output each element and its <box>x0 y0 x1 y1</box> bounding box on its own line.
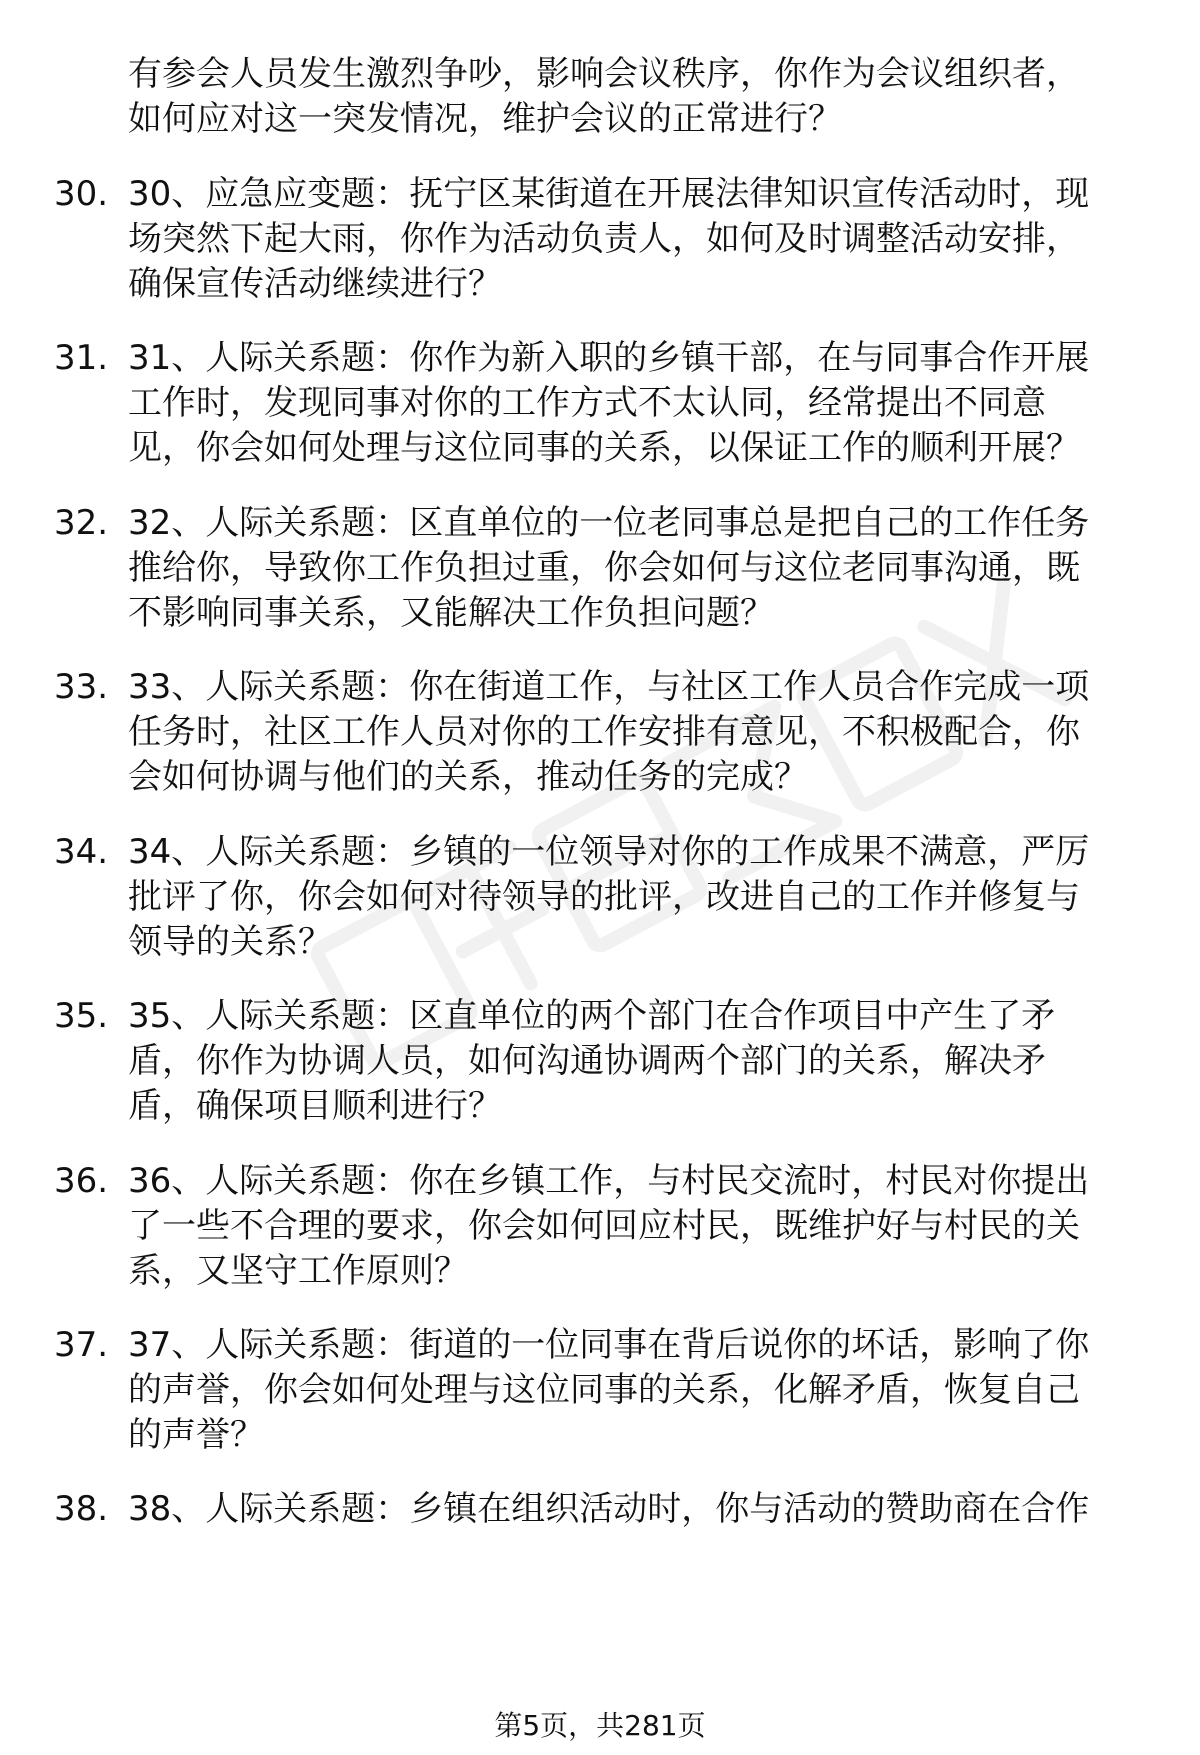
text-line: 38、人际关系题：乡镇在组织活动时，你与活动的赞助商在合作 <box>128 1489 1090 1529</box>
text-line: 批评了你，你会如何对待领导的批评，改进自己的工作并修复与 <box>128 877 1080 917</box>
text-line: 37、人际关系题：街道的一位同事在背后说你的坏话，影响了你 <box>128 1325 1090 1365</box>
item-number: 33. <box>54 667 109 707</box>
item-number: 36. <box>54 1161 109 1201</box>
item-number: 34. <box>54 832 109 872</box>
text-line: 36、人际关系题：你在乡镇工作，与村民交流时，村民对你提出 <box>128 1161 1090 1201</box>
item-number: 32. <box>54 503 109 543</box>
text-line: 的声誉，你会如何处理与这位同事的关系，化解矛盾，恢复自己 <box>128 1370 1080 1410</box>
item-number: 38. <box>54 1489 109 1529</box>
text-line: 工作时，发现同事对你的工作方式不太认同，经常提出不同意 <box>128 383 1046 423</box>
text-line: 见，你会如何处理与这位同事的关系，以保证工作的顺利开展？ <box>128 428 1080 468</box>
text-line: 领导的关系？ <box>128 922 332 962</box>
text-line: 32、人际关系题：区直单位的一位老同事总是把自己的工作任务 <box>128 503 1090 543</box>
text-line: 33、人际关系题：你在街道工作，与社区工作人员合作完成一项 <box>128 667 1090 707</box>
item-number: 35. <box>54 996 109 1036</box>
text-line: 35、人际关系题：区直单位的两个部门在合作项目中产生了矛 <box>128 996 1056 1036</box>
text-line: 任务时，社区工作人员对你的工作安排有意见，不积极配合，你 <box>128 712 1080 752</box>
text-line: 盾，你作为协调人员，如何沟通协调两个部门的关系，解决矛 <box>128 1041 1046 1081</box>
text-line: 有参会人员发生激烈争吵，影响会议秩序，你作为会议组织者， <box>128 54 1080 94</box>
text-line: 会如何协调与他们的关系，推动任务的完成？ <box>128 757 808 797</box>
text-line: 不影响同事关系，又能解决工作负担问题？ <box>128 593 774 633</box>
text-line: 31、人际关系题：你作为新入职的乡镇干部，在与同事合作开展 <box>128 338 1090 378</box>
item-number: 37. <box>54 1325 109 1365</box>
text-line: 确保宣传活动继续进行？ <box>128 264 502 304</box>
text-line: 系，又坚守工作原则？ <box>128 1251 468 1291</box>
text-line: 30、应急应变题：抚宁区某街道在开展法律知识宣传活动时，现 <box>128 174 1090 214</box>
text-line: 了一些不合理的要求，你会如何回应村民，既维护好与村民的关 <box>128 1206 1080 1246</box>
page-footer: 第5页，共281页 <box>494 1709 706 1742</box>
text-line: 推给你，导致你工作负担过重，你会如何与这位老同事沟通，既 <box>128 548 1080 588</box>
text-line: 34、人际关系题：乡镇的一位领导对你的工作成果不满意，严厉 <box>128 832 1090 872</box>
text-line: 盾，确保项目顺利进行？ <box>128 1086 502 1126</box>
text-line: 的声誉？ <box>128 1415 264 1455</box>
item-number: 31. <box>54 338 109 378</box>
item-number: 30. <box>54 174 109 214</box>
text-line: 场突然下起大雨，你作为活动负责人，如何及时调整活动安排， <box>128 219 1080 259</box>
text-line: 如何应对这一突发情况，维护会议的正常进行？ <box>128 99 842 139</box>
